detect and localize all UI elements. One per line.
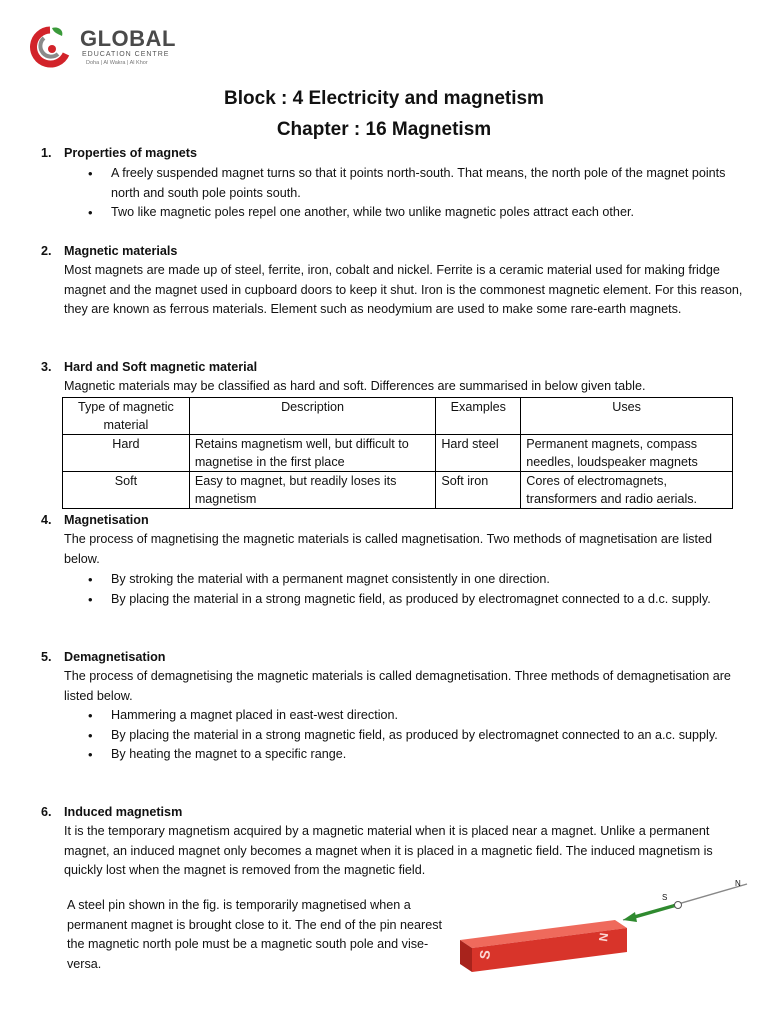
magnet-pole-label-s: S	[476, 948, 494, 961]
bullet-list	[88, 706, 738, 765]
section-title: Demagnetisation	[64, 650, 166, 664]
list-item: • Hammering a magnet placed in east-west direction.	[88, 706, 738, 726]
block-title: Block : 4 Electricity and magnetism	[224, 88, 544, 109]
table-row	[63, 472, 733, 509]
logo-name: GLOBAL	[80, 26, 176, 51]
table-cell: Easy to magnet, but readily loses its magnetism	[189, 472, 436, 509]
pin-label-s: S	[662, 893, 668, 902]
magnetic-materials-table	[62, 397, 733, 509]
table-cell: Retains magnetism well, but difficult to magnetise in the first place	[189, 435, 436, 472]
table-cell: Soft iron	[436, 472, 521, 509]
section-paragraph: Magnetic materials may be classified as hard and soft. Differences are summarised in below given table.	[64, 379, 646, 393]
logo-emblem-icon	[22, 24, 78, 68]
section-heading	[41, 511, 149, 531]
pin-head	[675, 902, 682, 909]
logo-locations: Doha | Al Wakra | Al Khor	[86, 60, 148, 66]
list-item: • A freely suspended magnet turns so that it points north-south. That means, the north pole of the magnet points north and south pole points south.	[88, 164, 738, 203]
table-cell: Permanent magnets, compass needles, loudspeaker magnets	[521, 435, 733, 472]
section-title: Properties of magnets	[64, 146, 197, 160]
table-cell: Hard	[63, 435, 190, 472]
pin-label-n: N	[735, 879, 741, 888]
section-title: Magnetic materials	[64, 244, 178, 258]
section-heading	[41, 242, 177, 262]
table-row	[63, 435, 733, 472]
section-heading	[41, 144, 197, 164]
section-number: 1.	[41, 146, 52, 160]
field-arrow-icon	[623, 905, 677, 922]
list-item: • Two like magnetic poles repel one another, while two unlike magnetic poles attract each other.	[88, 203, 738, 223]
table-cell: Cores of electromagnets, transformers and radio aerials.	[521, 472, 733, 509]
section-paragraph: It is the temporary magnetism acquired by a magnetic material when it is placed near a magnet. Unlike a permanent magnet, an induced magnet only becomes a magnet when it is placed in a magnetic field. The induced magnetism is quickly lost when the magnet is removed from the magnetic field.	[64, 824, 713, 877]
section-number: 6.	[41, 805, 52, 819]
section-paragraph: Most magnets are made up of steel, ferrite, iron, cobalt and nickel. Ferrite is a ceramic material used for making fridge magnet and the magnet used in cupboard doors to keep it shut. Iron is the commonest magnetic element. For this reason, they are known as ferrous materials. Element such as neodymium are used to make some rare-earth magnets.	[64, 263, 743, 316]
table-header-row	[63, 398, 733, 435]
bullet-list	[88, 570, 738, 609]
list-item: • By placing the material in a strong magnetic field, as produced by electromagnet connected to a d.c. supply.	[88, 590, 738, 610]
section-number: 5.	[41, 650, 52, 664]
list-item: • By placing the material in a strong magnetic field, as produced by electromagnet connected to an a.c. supply.	[88, 726, 738, 746]
logo-subtitle: EDUCATION CENTRE	[82, 51, 170, 58]
bar-magnet	[460, 920, 627, 972]
section-number: 4.	[41, 513, 52, 527]
section-heading	[41, 803, 182, 823]
table-cell: Soft	[63, 472, 190, 509]
table-cell: Hard steel	[436, 435, 521, 472]
bullet-list	[88, 164, 738, 223]
list-item: • By heating the magnet to a specific range.	[88, 745, 738, 765]
school-logo	[22, 24, 182, 68]
table-header-cell: Examples	[436, 398, 521, 435]
induced-magnetism-figure	[455, 872, 755, 982]
section-heading	[41, 358, 257, 378]
table-header-cell: Uses	[521, 398, 733, 435]
figure-caption: A steel pin shown in the fig. is temporarily magnetised when a permanent magnet is brought close to it. The end of the pin nearest the magnetic north pole must be a magnetic south pole and vise-versa.	[67, 898, 443, 971]
section-title: Magnetisation	[64, 513, 149, 527]
section-title: Hard and Soft magnetic material	[64, 360, 258, 374]
section-paragraph: The process of magnetising the magnetic materials is called magnetisation. Two methods of magnetisation are listed below.	[64, 532, 712, 566]
section-paragraph: The process of demagnetising the magnetic materials is called demagnetisation. Three methods of demagnetisation are listed below.	[64, 669, 731, 703]
list-item: • By stroking the material with a permanent magnet consistently in one direction.	[88, 570, 738, 590]
table-header-cell: Description	[189, 398, 436, 435]
section-title: Induced magnetism	[64, 805, 183, 819]
magnet-pole-label-n: N	[596, 931, 612, 943]
section-number: 3.	[41, 360, 52, 374]
section-heading	[41, 648, 165, 668]
table-header-cell: Type of magnetic material	[63, 398, 190, 435]
section-number: 2.	[41, 244, 52, 258]
chapter-title: Chapter : 16 Magnetism	[276, 119, 492, 140]
